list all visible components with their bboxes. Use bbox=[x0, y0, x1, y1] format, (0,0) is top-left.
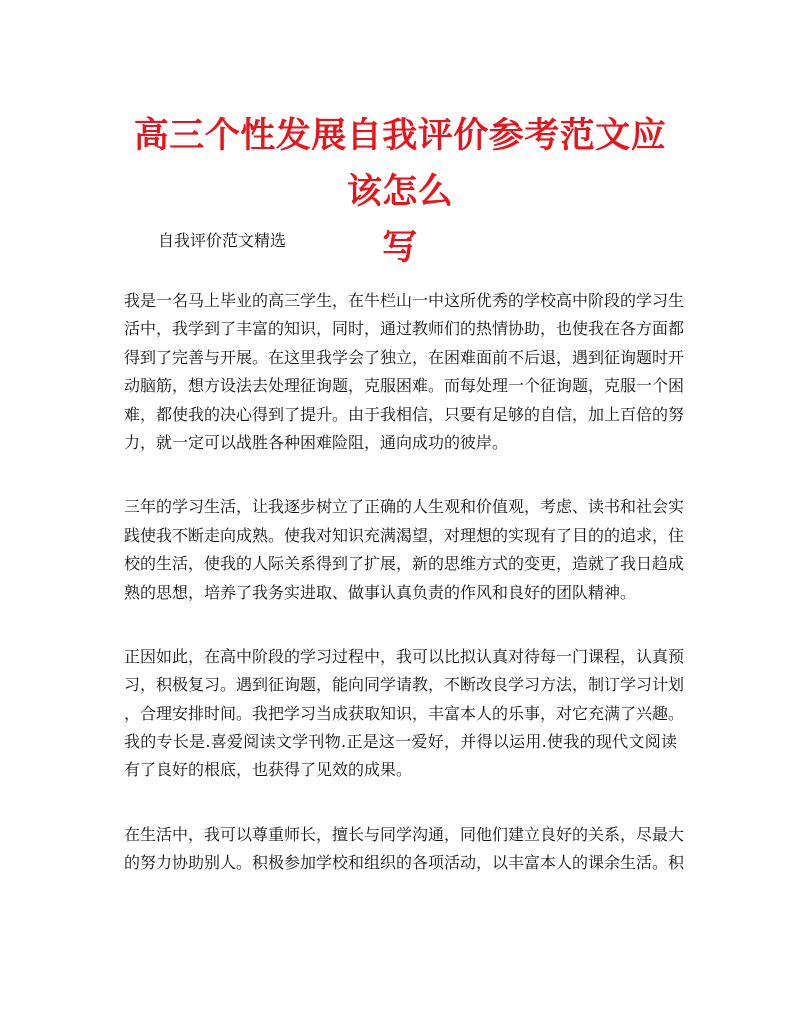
paragraph-2 bbox=[124, 493, 685, 607]
paragraph-line: 习，积极复习。遇到征询题，能向同学请教，不断改良学习方法，制订学习计划 bbox=[124, 675, 685, 695]
paragraph-line: 得到了完善与开展。在这里我学会了独立，在困难面前不后退，遇到征询题时开 bbox=[124, 347, 685, 367]
title-line: 写 bbox=[382, 228, 418, 268]
paragraph-line: 在生活中，我可以尊重师长，擅长与同学沟通，同他们建立良好的关系，尽最大 bbox=[124, 824, 685, 844]
paragraph-line: 我是一名马上毕业的高三学生，在牛栏山一中这所优秀的学校高中阶段的学习生 bbox=[124, 291, 685, 310]
paragraph-line: 我的专长是.喜爱阅读文学刊物.正是这一爱好，并得以运用.使我的现代文阅读 bbox=[124, 732, 677, 752]
paragraph-line: 正因如此，在高中阶段的学习过程中，我可以比拟认真对待每一门课程，认真预 bbox=[124, 646, 685, 666]
title-line: 高三个性发展自我评价参考范文应该怎么 bbox=[133, 116, 667, 212]
paragraph-line: ，合理安排时间。我把学习当成获取知识，丰富本人的乐事，对它充满了兴趣。 bbox=[124, 703, 685, 723]
paragraph-line: 难，都使我的决心得到了提升。由于我相信，只要有足够的自信，加上百倍的努 bbox=[124, 404, 685, 424]
paragraph-line: 有了良好的根底，也获得了见效的成果。 bbox=[124, 760, 413, 780]
paragraph-line: 动脑筋，想方设法去处理征询题，克服困难。而每处理一个征询题，克服一个困 bbox=[124, 376, 685, 396]
paragraph-line: 力，就一定可以战胜各种困难险阻，通向成功的彼岸。 bbox=[124, 432, 509, 452]
paragraph-line: 的努力协助别人。积极参加学校和组织的各项活动，以丰富本人的课余生活。积 bbox=[124, 853, 685, 873]
paragraph-3 bbox=[124, 643, 685, 785]
paragraph-4 bbox=[124, 821, 685, 878]
document-body bbox=[124, 287, 685, 914]
paragraph-line: 践使我不断走向成熟。使我对知识充满渴望，对理想的实现有了目的的追求，住 bbox=[124, 525, 685, 545]
paragraph-line: 三年的学习生活，让我逐步树立了正确的人生观和价值观，考虑、读书和社会实 bbox=[124, 497, 685, 517]
paragraph-line: 活中，我学到了丰富的知识，同时，通过教师们的热情协助，也使我在各方面都 bbox=[124, 319, 685, 339]
paragraph-1 bbox=[124, 287, 685, 457]
paragraph-line: 校的生活，使我的人际关系得到了扩展，新的思维方式的变更，造就了我日趋成 bbox=[124, 554, 685, 574]
document-subtitle: 自我评价范文精选 bbox=[158, 231, 287, 250]
paragraph-line: 熟的思想，培养了我务实进取、做事认真负责的作风和良好的团队精神。 bbox=[124, 582, 637, 602]
